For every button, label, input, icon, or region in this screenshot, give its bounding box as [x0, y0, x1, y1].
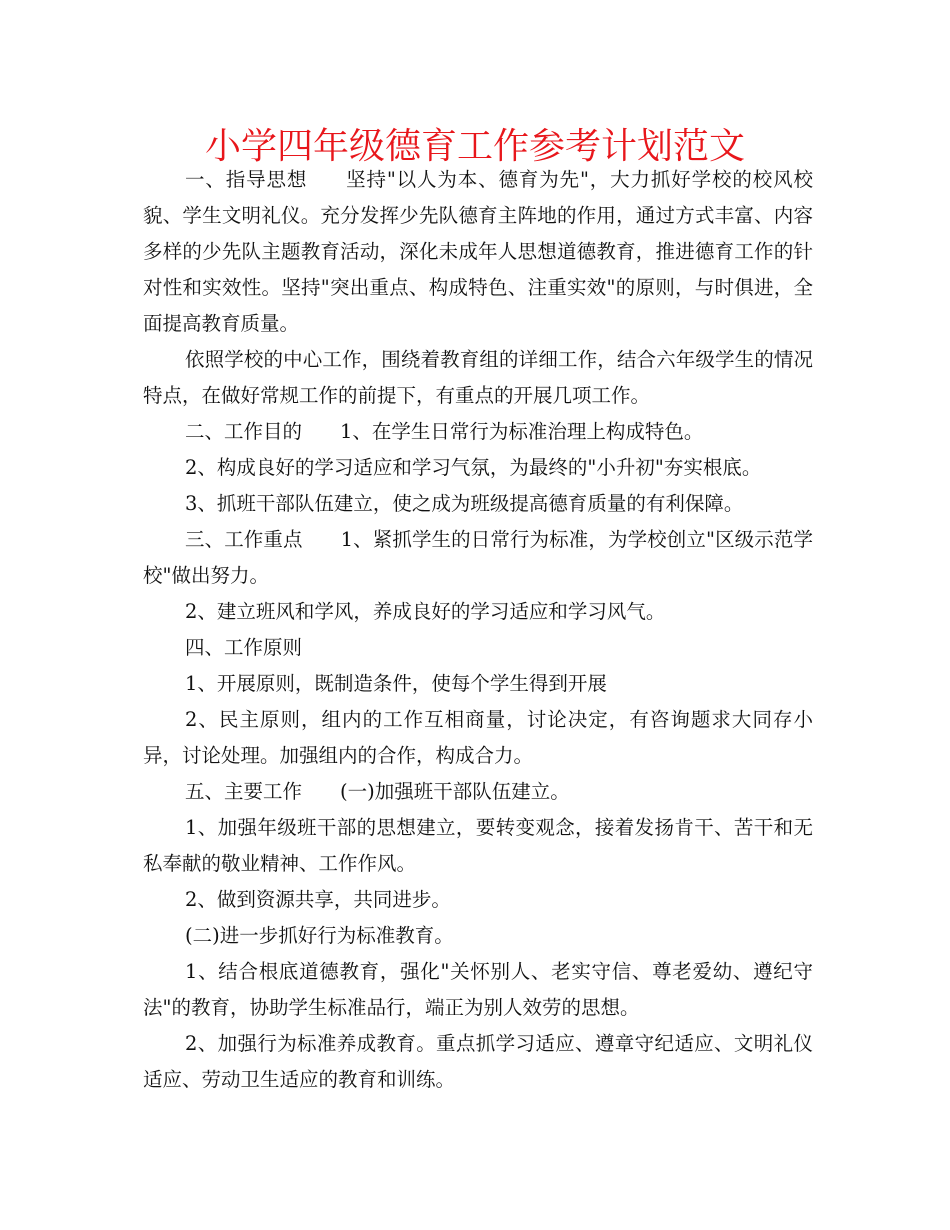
- paragraph-text: 1、在学生日常行为标准治理上构成特色。: [340, 420, 704, 443]
- section-heading: 一、指导思想: [185, 168, 308, 191]
- paragraph-2: [143, 342, 813, 414]
- section-heading: 二、工作目的: [185, 420, 303, 443]
- paragraph-text: 1、开展原则，既制造条件，使每个学生得到开展: [185, 672, 607, 695]
- paragraph-text: 1、加强年级班干部的思想建立，要转变观念，接着发扬肯干、苦干和无私奉献的敬业精神、工作作风。: [143, 816, 813, 875]
- paragraph-5: [143, 486, 813, 522]
- paragraph-text: 2、做到资源共享，共同进步。: [185, 888, 451, 911]
- paragraph-text: 1、紧抓学生的日常行为标准，为学校创立"区级示范学校"做出努力。: [143, 528, 813, 587]
- section-heading: 五、主要工作: [185, 780, 303, 803]
- paragraph-text: 2、民主原则，组内的工作互相商量，讨论决定，有咨询题求大同存小异，讨论处理。加强组内的合作，构成合力。: [143, 708, 813, 767]
- paragraph-text: 1、结合根底道德教育，强化"关怀别人、老实守信、尊老爱幼、遵纪守法"的教育，协助学生标准品行，端正为别人效劳的思想。: [143, 960, 813, 1019]
- paragraph-text: 2、加强行为标准养成教育。重点抓学习适应、遵章守纪适应、文明礼仪适应、劳动卫生适应的教育和训练。: [143, 1032, 813, 1091]
- document-body: [143, 162, 813, 1098]
- paragraph-text: 2、构成良好的学习适应和学习气氛，为最终的"小升初"夯实根底。: [185, 456, 762, 479]
- paragraph-10: [143, 702, 813, 774]
- paragraph-9: [143, 666, 813, 702]
- paragraph-6: [143, 522, 813, 594]
- paragraph-text: (一)加强班干部队伍建立。: [340, 780, 570, 803]
- section-heading: 四、工作原则: [185, 636, 303, 659]
- paragraph-text: 依照学校的中心工作，围绕着教育组的详细工作，结合六年级学生的情况特点，在做好常规工作的前提下，有重点的开展几项工作。: [143, 348, 813, 407]
- paragraph-text: 2、建立班风和学风，养成良好的学习适应和学习风气。: [185, 600, 666, 623]
- paragraph-3: [143, 414, 813, 450]
- paragraph-7: [143, 594, 813, 630]
- paragraph-16: [143, 1026, 813, 1098]
- paragraph-text: 坚持"以人为本、德育为先"，大力抓好学校的校风校貌、学生文明礼仪。充分发挥少先队德育主阵地的作用，通过方式丰富、内容多样的少先队主题教育活动，深化未成年人思想道德教育，推进德育工作的针对性和实效性。坚持"突出重点、构成特色、注重实效"的原则，与时俱进，全面提高教育质量。: [143, 168, 813, 335]
- paragraph-text: 3、抓班干部队伍建立，使之成为班级提高德育质量的有利保障。: [185, 492, 744, 515]
- paragraph-12: [143, 810, 813, 882]
- section-heading: 三、工作重点: [185, 528, 303, 551]
- paragraph-4: [143, 450, 813, 486]
- paragraph-8: [143, 630, 813, 666]
- paragraph-14: [143, 918, 813, 954]
- paragraph-11: [143, 774, 813, 810]
- paragraph-15: [143, 954, 813, 1026]
- paragraph-text: (二)进一步抓好行为标准教育。: [185, 924, 454, 947]
- paragraph-13: [143, 882, 813, 918]
- document-title: 小学四年级德育工作参考计划范文: [204, 126, 745, 167]
- paragraph-1: [143, 162, 813, 342]
